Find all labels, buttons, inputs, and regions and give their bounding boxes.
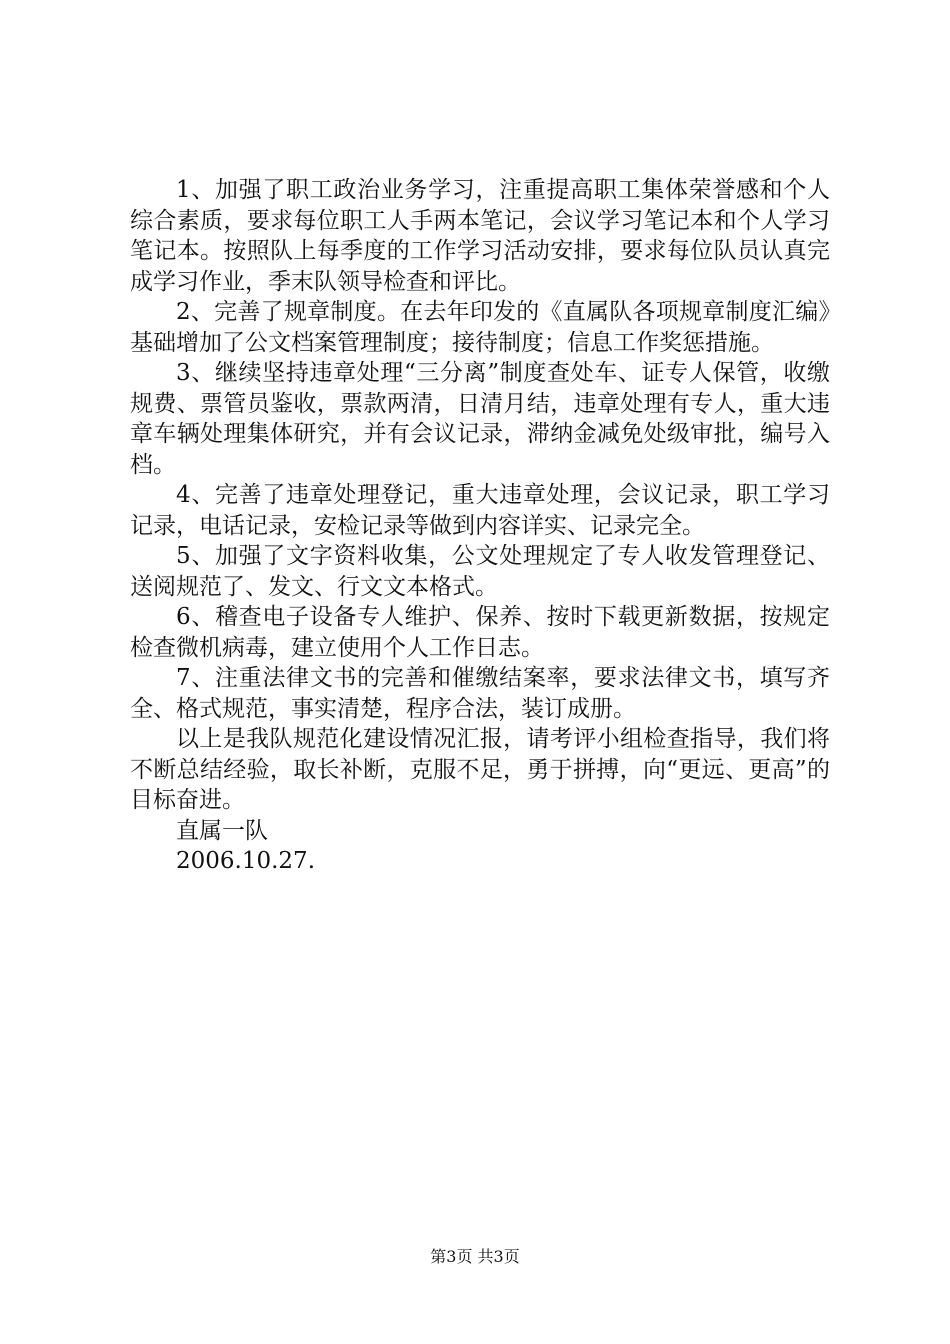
paragraph-item-4: 4、完善了违章处理登记，重大违章处理，会议记录，职工学习记录，电话记录，安检记录等做到内容详实、记录完全。 [130, 482, 830, 539]
paragraph-item-7: 7、注重法律文书的完善和催缴结案率，要求法律文书，填写齐全、格式规范，事实清楚，程序合法，装订成册。 [130, 665, 830, 722]
paragraph-item-2: 2、完善了规章制度。在去年印发的《直属队各项规章制度汇编》基础增加了公文档案管理制度；接待制度；信息工作奖惩措施。 [130, 299, 830, 356]
closing-paragraph: 以上是我队规范化建设情况汇报，请考评小组检查指导，我们将不断总结经验，取长补断，克服不足，勇于拼搏，向“更远、更高”的目标奋进。 [130, 726, 830, 813]
paragraph-item-5: 5、加强了文字资料收集，公文处理规定了专人收发管理登记、送阅规范了、发文、行文文本格式。 [130, 543, 830, 600]
signature-unit: 直属一队 [176, 817, 268, 844]
document-body [130, 175, 830, 877]
paragraph-item-6: 6、稽查电子设备专人维护、保养、按时下载更新数据，按规定检查微机病毒，建立使用个人工作日志。 [130, 604, 830, 661]
paragraph-item-1: 1、加强了职工政治业务学习，注重提高职工集体荣誉感和个人综合素质，要求每位职工人手两本笔记，会议学习笔记本和个人学习笔记本。按照队上每季度的工作学习活动安排，要求每位队员认真完成学习作业，季末队领导检查和评比。 [130, 177, 830, 295]
signature-date: 2006.10.27. [176, 848, 315, 874]
page-number-footer: 第3页 共3页 [430, 1247, 520, 1266]
paragraph-item-3: 3、继续坚持违章处理“三分离”制度查处车、证专人保管，收缴规费、票管员鉴收，票款两清，日清月结，违章处理有专人，重大违章车辆处理集体研究，并有会议记录，滞纳金减免处级审批，编号入档。 [130, 360, 830, 478]
